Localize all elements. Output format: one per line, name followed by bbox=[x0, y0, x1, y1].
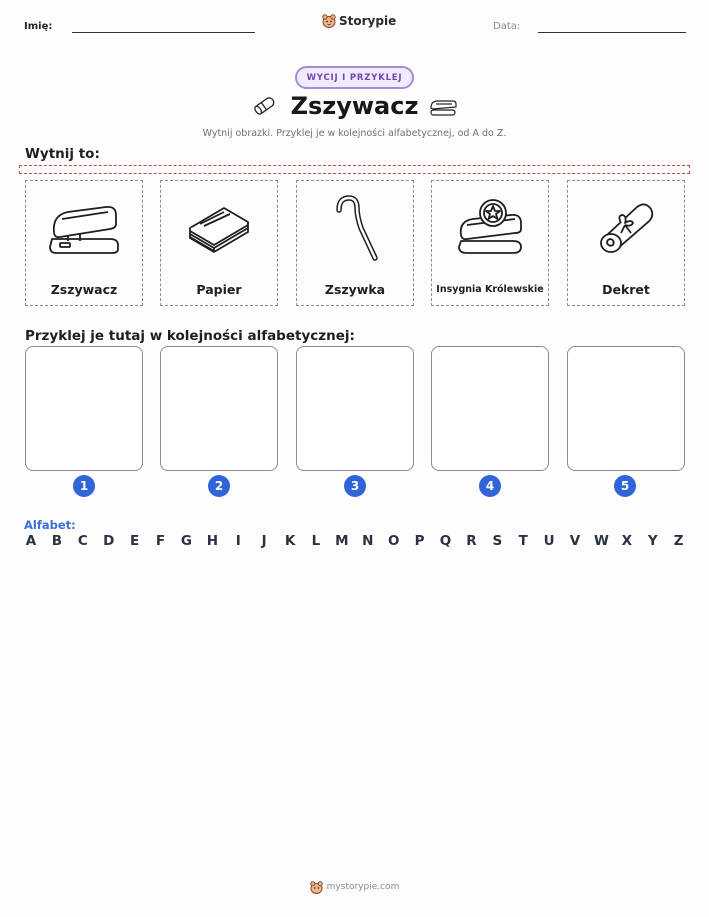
paste-slot-2[interactable] bbox=[160, 346, 278, 471]
scroll-decree-icon bbox=[593, 195, 659, 261]
slot-number: 1 bbox=[73, 475, 95, 497]
cut-card-stapler[interactable] bbox=[25, 180, 143, 306]
alphabet-letter: W bbox=[593, 533, 609, 549]
paste-slot-5[interactable] bbox=[567, 346, 685, 471]
name-label: Imię: bbox=[24, 21, 53, 32]
brand-name: Storypie bbox=[339, 13, 397, 28]
footer bbox=[0, 880, 709, 894]
paste-slot-3[interactable] bbox=[296, 346, 414, 471]
alphabet-letter: A bbox=[25, 533, 37, 549]
alphabet-letter: Z bbox=[673, 533, 684, 549]
alphabet-letter: P bbox=[414, 533, 425, 549]
alphabet-letter: G bbox=[180, 533, 192, 549]
slot-number: 3 bbox=[344, 475, 366, 497]
paste-slot-4[interactable] bbox=[431, 346, 549, 471]
alphabet-letter: L bbox=[311, 533, 321, 549]
slot-number: 5 bbox=[614, 475, 636, 497]
paper-stack-icon bbox=[184, 198, 254, 258]
alphabet-letter: V bbox=[569, 533, 581, 549]
alphabet-letter: M bbox=[335, 533, 349, 549]
page-title: Zszywacz bbox=[290, 92, 419, 120]
paste-slot-1[interactable] bbox=[25, 346, 143, 471]
alphabet-letter: O bbox=[387, 533, 400, 549]
alphabet-letter: I bbox=[235, 533, 241, 549]
date-field-line[interactable] bbox=[538, 32, 686, 33]
card-label: Dekret bbox=[602, 282, 650, 297]
date-label: Data: bbox=[493, 21, 521, 32]
slot-number: 2 bbox=[208, 475, 230, 497]
alphabet-letter: D bbox=[103, 533, 115, 549]
cut-line bbox=[19, 165, 690, 174]
cut-card-paper[interactable] bbox=[160, 180, 278, 306]
alphabet-letter: R bbox=[466, 533, 477, 549]
card-label: Zszywka bbox=[324, 282, 386, 297]
alphabet-letter: Q bbox=[439, 533, 452, 549]
alphabet-letter: B bbox=[51, 533, 63, 549]
alphabet-letter: K bbox=[284, 533, 296, 549]
alphabet-letter: S bbox=[492, 533, 503, 549]
alphabet-row bbox=[24, 533, 686, 549]
staple-icon bbox=[325, 192, 385, 264]
activity-badge: WYCIJ I PRZYKLEJ bbox=[295, 66, 414, 89]
brand-logo bbox=[322, 13, 396, 28]
alphabet-letter: U bbox=[543, 533, 555, 549]
alphabet-letter: T bbox=[518, 533, 528, 549]
card-label: Zszywacz bbox=[50, 282, 118, 297]
stapler-icon bbox=[46, 197, 122, 259]
alphabet-letter: Y bbox=[647, 533, 658, 549]
cut-card-decree[interactable] bbox=[567, 180, 685, 306]
instructions: Wytnij obrazki. Przyklej je w kolejności alfabetycznej, od A do Z. bbox=[202, 128, 507, 139]
alphabet-letter: F bbox=[155, 533, 166, 549]
royal-insignia-icon bbox=[453, 195, 527, 261]
alphabet-letter: H bbox=[206, 533, 218, 549]
card-label: Insygnia Królewskie bbox=[436, 284, 544, 295]
footer-url: mystorypie.com bbox=[326, 882, 400, 892]
storypie-mascot-icon bbox=[322, 13, 336, 28]
name-field-line[interactable] bbox=[72, 32, 255, 33]
cut-section-heading: Wytnij to: bbox=[25, 146, 100, 162]
paste-section-heading: Przyklej je tutaj w kolejności alfabetycznej: bbox=[25, 328, 355, 344]
cut-card-royal-insignia[interactable] bbox=[431, 180, 549, 306]
alphabet-letter: J bbox=[261, 533, 267, 549]
slot-number: 4 bbox=[479, 475, 501, 497]
alphabet-label: Alfabet: bbox=[24, 518, 76, 532]
card-label: Papier bbox=[196, 282, 242, 297]
alphabet-letter: X bbox=[621, 533, 633, 549]
storypie-mascot-icon bbox=[310, 880, 323, 894]
alphabet-letter: N bbox=[362, 533, 374, 549]
alphabet-letter: E bbox=[130, 533, 140, 549]
stapler-icon bbox=[428, 96, 458, 118]
cut-card-staple[interactable] bbox=[296, 180, 414, 306]
alphabet-letter: C bbox=[77, 533, 88, 549]
